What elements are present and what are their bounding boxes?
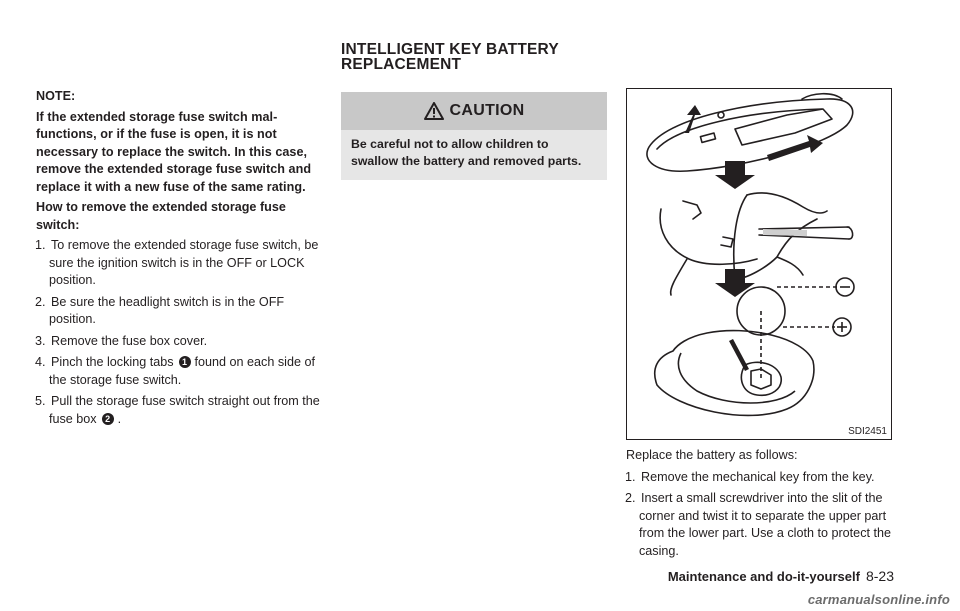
list-item: 3. Remove the fuse box cover. [35,333,208,348]
list-item: 2. Be sure the headlight switch is in the OFF position. [35,294,285,326]
page-footer [630,568,894,584]
list-item: 2. Insert a small screwdriver into the slit of the corner and twist it to separate the upper part from the lower part. Use a cloth to protect the casing. [625,491,891,558]
list-item: 1. To remove the extended storage fuse switch, be sure the ignition switch is in the OFF or LOCK position. [35,238,319,287]
fuse-steps-list [36,237,328,428]
figure-code: SDI2451 [848,426,887,437]
battery-intro: Replace the battery as follows: [626,448,798,462]
battery-steps-column [626,447,896,564]
note-title: NOTE: [36,89,76,103]
watermark: carmanualsonline.info [807,592,950,607]
caution-title: CAUTION [449,102,525,119]
howto-title: How to remove the extended storage fuse switch: [36,200,286,232]
caution-body: Be careful not to allow children to swallow the battery and removed parts. [341,130,607,180]
callout-1-icon: 1 [179,356,191,368]
page-number: 8-23 [865,568,894,584]
callout-2-icon: 2 [102,413,114,425]
list-item: 4. Pinch the locking tabs 1 found on each side of the storage fuse switch. [35,355,315,387]
footer-section-title: Maintenance and do-it-yourself [667,569,860,584]
section-heading: INTELLIGENT KEY BATTERY REPLACEMENT [341,41,559,73]
key-battery-replacement-illustration [626,88,892,440]
left-column [36,88,328,432]
list-item: 1. Remove the mechanical key from the key. [625,469,875,484]
caution-header [341,92,607,130]
battery-steps-list [626,469,896,561]
caution-box [341,92,607,180]
warning-triangle-icon [424,102,444,120]
note-body: If the extended storage fuse switch mal-functions, or if the fuse is open, it is not necessary to replace the switch. In this case, remove the extended storage fuse switch and replace it with a new fuse of the same rating. [36,109,312,194]
key-disassembly-drawing [627,89,891,439]
list-item: 5. Pull the storage fuse switch straight out from the fuse box 2 . [35,394,320,426]
